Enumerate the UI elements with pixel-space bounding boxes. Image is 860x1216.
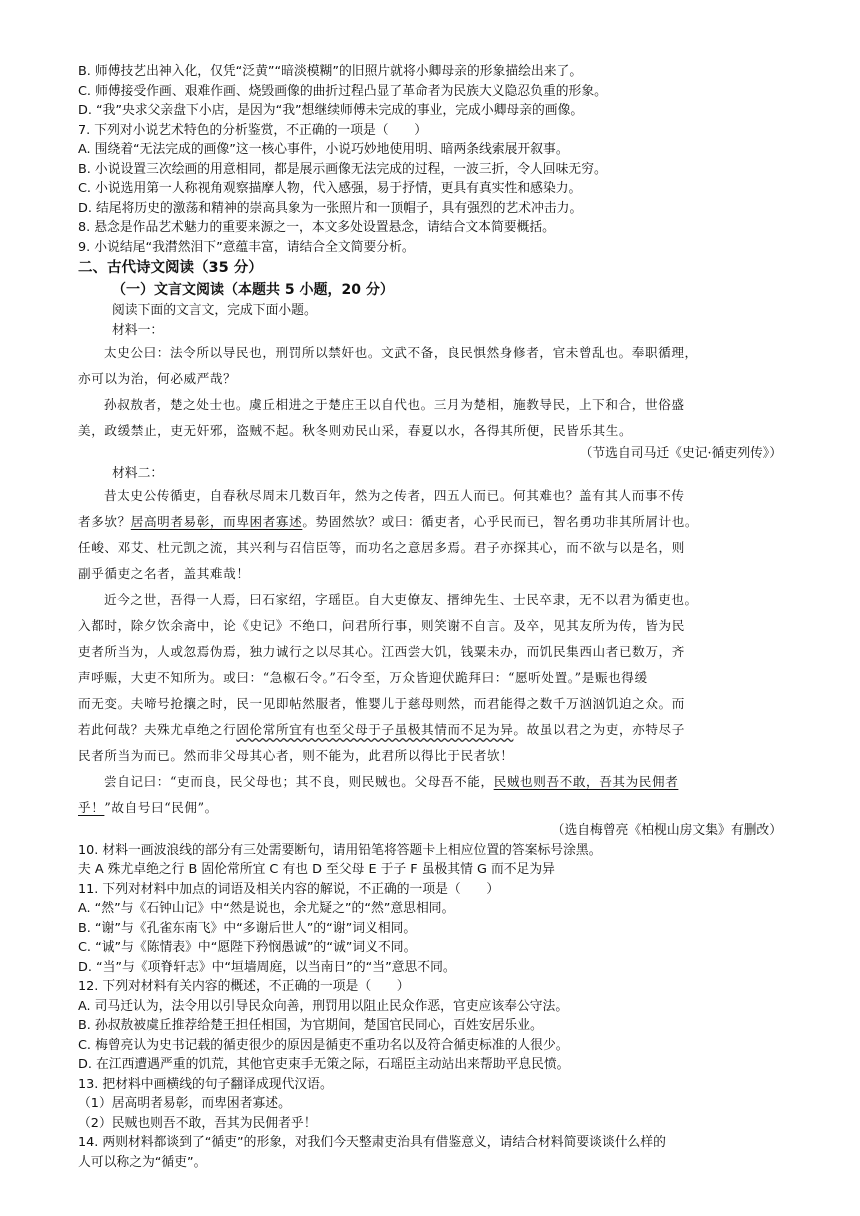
q13-sentence-2: （2）民贼也则吾不敢，吾其为民佣者乎！ bbox=[78, 1115, 317, 1131]
q7-option-b: B. 小说设置三次绘画的用意相同，都是展示画像无法完成的过程，一波三折，令人回味无穷。 bbox=[78, 161, 607, 177]
m2-paragraph-2-line-2: 入都时，除夕饮余斋中，论《史记》不绝口，问君所行事，则笑谢不自言。及卒，见其友所为传，皆为民 bbox=[78, 618, 685, 633]
section-title: 二、古代诗文阅读（35 分） bbox=[78, 260, 263, 276]
m2-paragraph-1-line-3: 任峻、邓艾、杜元凯之流，其兴利与召信臣等，而功名之意居多焉。君子亦探其心，而不欲与以是名，则 bbox=[78, 540, 685, 555]
q12-stem: 12. 下列对材料有关内容的概述，不正确的一项是（ ） bbox=[78, 979, 410, 994]
m2-paragraph-2-line-4: 声呼赈，大吏不知所为。或曰：“急椒石令。”石令至，万众皆迎伏跪拜曰：“愿听处置。”是赈也得缓 bbox=[78, 670, 648, 685]
q13-sentence-1: （1）居高明者易彰，而卑困者寡述。 bbox=[78, 1096, 291, 1111]
q12-option-d: D. 在江西遭遇严重的饥荒，其他官吏束手无策之际，石瑶臣主动站出来帮助平息民愤。 bbox=[78, 1057, 570, 1072]
m1-paragraph-1-line-2: 亦可以为治，何必威严哉？ bbox=[78, 371, 237, 386]
wavy-underlined-passage: 固伦常所宜有也至父母于子虽极其情而不足为异 bbox=[236, 722, 514, 737]
q11-option-d: D. “当”与《项脊轩志》中“垣墙周庭，以当南日”的“当”意思不同。 bbox=[78, 959, 456, 975]
m2-paragraph-2-line-5: 而无变。夫啼号抢攘之时，民一见即帖然服者，惟婴儿于慈母则然，而君能得之数千万汹汹饥迫之众。而 bbox=[78, 696, 685, 711]
m2-paragraph-2-line-3: 吏者所当为，人或忽焉伪焉，独力诚行之以尽其心。江西尝大饥，钱粟未办，而饥民集西山者已数万，齐 bbox=[78, 644, 685, 659]
q10-options: 夫 A 殊尤卓绝之行 B 固伦常所宜 C 有也 D 至父母 E 于子 F 虽极其情 G 而不足为异 bbox=[78, 862, 555, 877]
q12-option-b: B. 孙叔敖被虞丘推荐给楚王担任相国，为官期间，楚国官民同心，百姓安居乐业。 bbox=[78, 1018, 543, 1033]
q11-option-c: C. “诚”与《陈情表》中“愿陛下矜悯愚诚”的“诚”词义不同。 bbox=[78, 940, 417, 955]
text-run: 尝自记曰：“吏而良，民父母也；其不良，则民贼也。父母吾不能， bbox=[104, 774, 494, 789]
m1-paragraph-2-line-2: 美，政缓禁止，吏无奸邪，盗贼不起。秋冬则劝民山采，春夏以水，各得其所便，民皆乐其生。 bbox=[78, 423, 633, 438]
q10-stem: 10. 材料一画波浪线的部分有三处需要断句，请用铅笔将答题卡上相应位置的答案标号涂黑。 bbox=[78, 842, 602, 858]
m1-source: （节选自司马迁《史记·循吏列传》） bbox=[579, 446, 782, 461]
q14-stem-line-2: 人可以称之为“循吏”。 bbox=[78, 1154, 207, 1170]
m2-source: （选自梅曾亮《柏枧山房文集》有删改） bbox=[551, 823, 782, 838]
underlined-sentence-2-end: 乎！ bbox=[78, 800, 105, 815]
subsection-title: （一）文言文阅读（本题共 5 小题，20 分） bbox=[112, 282, 394, 298]
q6-option-b: B. 师傅技艺出神入化，仅凭“泛黄”“暗淡模糊”的旧照片就将小卿母亲的形象描绘出来了。 bbox=[78, 64, 583, 79]
q7-option-c: C. 小说选用第一人称视角观察描摩人物，代入感强，易于抒情，更具有真实性和感染力。 bbox=[78, 181, 582, 196]
text-run: 者多欤？ bbox=[78, 514, 131, 529]
m2-paragraph-3-line-1 bbox=[78, 769, 784, 795]
q9-stem: 9. 小说结尾“我潸然泪下”意蕴丰富，请结合全文简要分析。 bbox=[78, 239, 415, 255]
m2-paragraph-1-line-1: 昔太史公传循吏，自春秋尽周末几数百年，然为之传者，四五人而已。何其难也？盖有其人而事不传 bbox=[104, 488, 685, 503]
q11-option-a: A. “然”与《石钟山记》中“然是说也，余尤疑之”的“然”意思相同。 bbox=[78, 901, 455, 916]
m2-paragraph-1-line-2 bbox=[78, 509, 784, 535]
q13-stem: 13. 把材料中画横线的句子翻译成现代汉语。 bbox=[78, 1076, 333, 1092]
q14-stem-line-1: 14. 两则材料都谈到了“循吏”的形象，对我们今天整肃吏治具有借鉴意义，请结合材料简要谈谈什么样的 bbox=[78, 1135, 666, 1150]
q7-option-a: A. 围绕着“无法完成的画像”这一核心事件，小说巧妙地使用明、暗两条线索展开叙事。 bbox=[78, 142, 569, 157]
m1-paragraph-1-line-1: 太史公曰：法令所以导民也，刑罚所以禁奸也。文武不备，良民惧然身修者，官未曾乱也。奉职循理， bbox=[104, 345, 698, 360]
m2-paragraph-1-line-4: 副乎循吏之名者，盖其难哉！ bbox=[78, 566, 250, 581]
q8-stem: 8. 悬念是作品艺术魅力的重要来源之一，本文多处设置悬念，请结合文本简要概括。 bbox=[78, 220, 555, 235]
text-run: 若此何哉？夫殊尤卓绝之行 bbox=[78, 722, 237, 737]
q12-option-c: C. 梅曾亮认为史书记载的循吏很少的原因是循吏不重功名以及符合循吏标准的人很少。 bbox=[78, 1037, 569, 1053]
reading-instruction: 阅读下面的文言文，完成下面小题。 bbox=[112, 303, 317, 318]
q6-option-c: C. 师傅接受作画、艰难作画、烧毁画像的曲折过程凸显了革命者为民族大义隐忍负重的形象。 bbox=[78, 83, 607, 99]
m1-paragraph-2-line-1: 孙叔敖者，楚之处士也。虞丘相进之于楚庄王以自代也。三月为楚相，施教导民，上下和合，世俗盛 bbox=[104, 397, 685, 412]
q6-option-d: D. “我”央求父亲盘下小店，是因为“我”想继续师傅未完成的事业，完成小卿母亲的画像。 bbox=[78, 103, 584, 118]
m2-paragraph-3-line-2 bbox=[78, 795, 784, 821]
exam-page bbox=[78, 62, 784, 1172]
material-1-label: 材料一： bbox=[112, 322, 164, 338]
q11-option-b: B. “谢”与《孔雀东南飞》中“多谢后世人”的“谢”词义相同。 bbox=[78, 920, 417, 936]
q12-option-a: A. 司马迁认为，法令用以引导民众向善，刑罚用以阻止民众作恶，官吏应该奉公守法。 bbox=[78, 998, 569, 1014]
q7-option-d: D. 结尾将历史的激荡和精神的崇高具象为一张照片和一顶帽子，具有强烈的艺术冲击力。 bbox=[78, 200, 583, 216]
q11-stem: 11. 下列对材料中加点的词语及相关内容的解说，不正确的一项是（ ） bbox=[78, 881, 500, 897]
m2-paragraph-2-line-7: 民者所当为而已。然而非父母其心者，则不能为，此君所以得比于民者欤！ bbox=[78, 748, 514, 763]
q7-stem: 7. 下列对小说艺术特色的分析鉴赏，不正确的一项是（ ） bbox=[78, 122, 427, 138]
m2-paragraph-2-line-6 bbox=[78, 717, 784, 743]
underlined-sentence-2: 民贼也则吾不敢，吾其为民佣者 bbox=[493, 774, 679, 789]
text-run: 。故虽以君之为吏，亦特尽子 bbox=[513, 722, 685, 737]
text-run: 。势固然欤？或曰：循吏者，心乎民而已，智名勇功非其所屑计也。 bbox=[302, 514, 699, 529]
material-2-label: 材料二： bbox=[112, 465, 164, 481]
underlined-sentence-1: 居高明者易彰，而卑困者寡述 bbox=[130, 514, 303, 529]
m2-paragraph-2-line-1: 近今之世，吾得一人焉，曰石家绍，字瑶臣。自大吏僚友、搢绅先生、士民卒隶，无不以君为循吏也。 bbox=[104, 592, 698, 607]
text-run: ”故自号曰“民佣”。 bbox=[104, 800, 218, 815]
